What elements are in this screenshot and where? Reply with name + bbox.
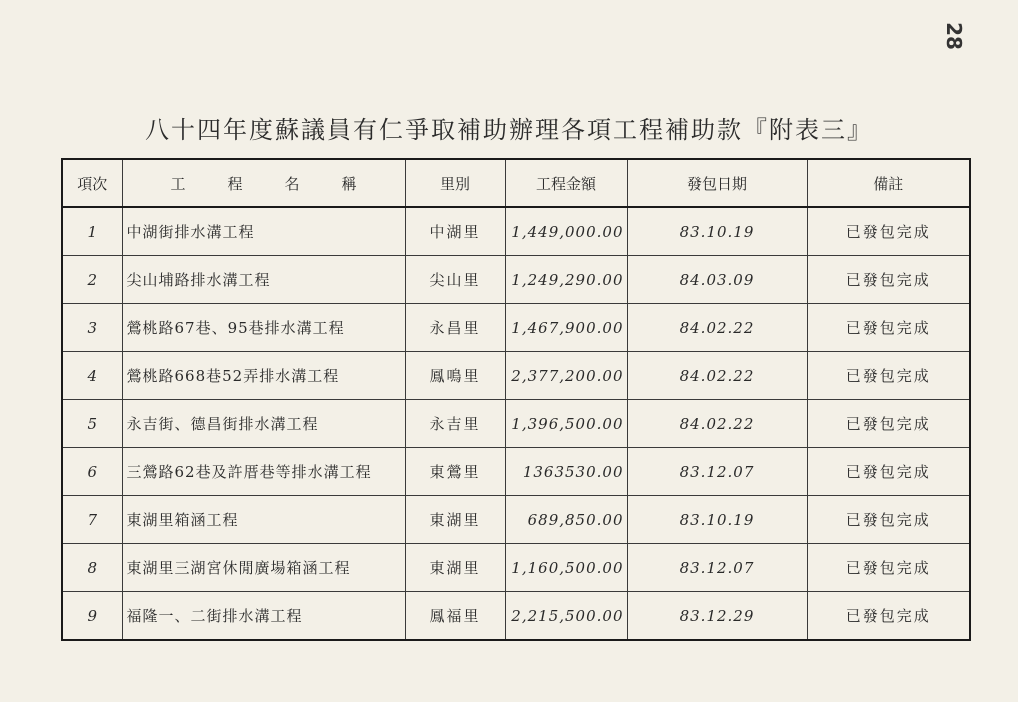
- row-date: 83.12.07: [627, 544, 807, 592]
- page-number: 28: [942, 22, 967, 50]
- row-li: 永昌里: [405, 304, 505, 352]
- row-li: 鳳福里: [405, 592, 505, 641]
- row-no: 5: [62, 400, 122, 448]
- row-date: 84.02.22: [627, 400, 807, 448]
- row-li: 東湖里: [405, 496, 505, 544]
- row-amount: 689,850.00: [505, 496, 627, 544]
- row-note: 已發包完成: [807, 544, 970, 592]
- row-amount: 1,396,500.00: [505, 400, 627, 448]
- row-note: 已發包完成: [807, 496, 970, 544]
- row-name: 三鶯路62巷及許厝巷等排水溝工程: [122, 448, 405, 496]
- row-amount: 1363530.00: [505, 448, 627, 496]
- header-date: 發包日期: [627, 159, 807, 207]
- row-no: 3: [62, 304, 122, 352]
- row-name: 鶯桃路668巷52弄排水溝工程: [122, 352, 405, 400]
- row-no: 9: [62, 592, 122, 641]
- table-row: [62, 448, 970, 496]
- table-row: [62, 207, 970, 256]
- row-li: 東鶯里: [405, 448, 505, 496]
- row-amount: 1,467,900.00: [505, 304, 627, 352]
- row-amount: 1,249,290.00: [505, 256, 627, 304]
- table-row: [62, 592, 970, 641]
- row-name: 東湖里三湖宮休閒廣場箱涵工程: [122, 544, 405, 592]
- row-date: 84.02.22: [627, 304, 807, 352]
- row-note: 已發包完成: [807, 304, 970, 352]
- row-name: 鶯桃路67巷、95巷排水溝工程: [122, 304, 405, 352]
- row-no: 7: [62, 496, 122, 544]
- header-no: 項次: [62, 159, 122, 207]
- row-no: 2: [62, 256, 122, 304]
- row-li: 鳳鳴里: [405, 352, 505, 400]
- row-no: 6: [62, 448, 122, 496]
- header-amount: 工程金額: [505, 159, 627, 207]
- row-no: 1: [62, 207, 122, 256]
- row-note: 已發包完成: [807, 400, 970, 448]
- row-date: 84.02.22: [627, 352, 807, 400]
- table-header-row: [62, 159, 970, 207]
- row-name: 福隆一、二街排水溝工程: [122, 592, 405, 641]
- row-note: 已發包完成: [807, 207, 970, 256]
- row-date: 84.03.09: [627, 256, 807, 304]
- row-note: 已發包完成: [807, 352, 970, 400]
- header-note: 備註: [807, 159, 970, 207]
- row-li: 尖山里: [405, 256, 505, 304]
- row-name: 永吉街、德昌街排水溝工程: [122, 400, 405, 448]
- document-title: 八十四年度蘇議員有仁爭取補助辦理各項工程補助款『附表三』: [145, 116, 873, 144]
- table-row: [62, 256, 970, 304]
- row-no: 8: [62, 544, 122, 592]
- row-date: 83.10.19: [627, 207, 807, 256]
- row-li: 永吉里: [405, 400, 505, 448]
- row-amount: 2,215,500.00: [505, 592, 627, 641]
- row-li: 中湖里: [405, 207, 505, 256]
- row-date: 83.10.19: [627, 496, 807, 544]
- header-li: 里別: [405, 159, 505, 207]
- table-row: [62, 544, 970, 592]
- table-row: [62, 400, 970, 448]
- table-row: [62, 496, 970, 544]
- row-date: 83.12.07: [627, 448, 807, 496]
- row-amount: 2,377,200.00: [505, 352, 627, 400]
- row-amount: 1,449,000.00: [505, 207, 627, 256]
- project-table: [61, 158, 971, 641]
- table-row: [62, 304, 970, 352]
- row-name: 東湖里箱涵工程: [122, 496, 405, 544]
- row-note: 已發包完成: [807, 256, 970, 304]
- row-li: 東湖里: [405, 544, 505, 592]
- row-date: 83.12.29: [627, 592, 807, 641]
- table-row: [62, 352, 970, 400]
- header-name: 工程名稱: [122, 159, 405, 207]
- row-no: 4: [62, 352, 122, 400]
- row-name: 中湖街排水溝工程: [122, 207, 405, 256]
- row-note: 已發包完成: [807, 448, 970, 496]
- row-amount: 1,160,500.00: [505, 544, 627, 592]
- row-name: 尖山埔路排水溝工程: [122, 256, 405, 304]
- row-note: 已發包完成: [807, 592, 970, 641]
